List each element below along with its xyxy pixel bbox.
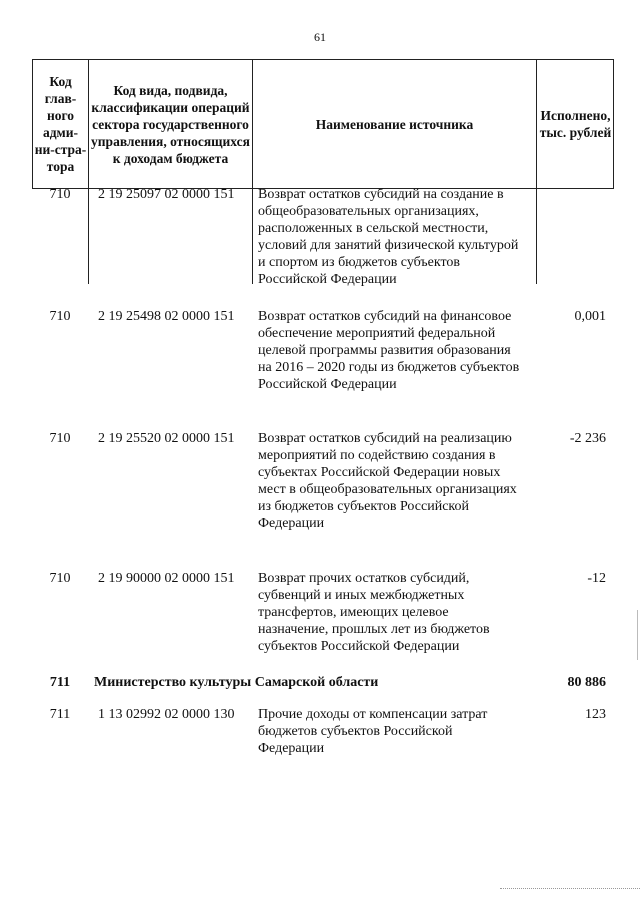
source-name: Возврат остатков субсидий на реализацию мероприятий по содействию создания в субъектах Российской Федерации новых мест в общеобразовательных организациях из бюджетов субъектов Российской Федерации <box>258 431 517 531</box>
classification-code: 2 19 90000 02 0000 151 <box>98 571 235 586</box>
table-header <box>32 59 614 189</box>
scan-edge-mark <box>637 610 638 660</box>
executed-amount: 80 886 <box>567 675 606 690</box>
scan-edge-mark <box>500 888 640 889</box>
admin-code: 710 <box>49 309 71 324</box>
source-name: Возврат остатков субсидий на финансовое обеспечение мероприятий федеральной целевой программы развития образования на 2016 – 2020 годы из бюджетов субъектов Российской Федерации <box>258 309 520 392</box>
source-name: Возврат прочих остатков субсидий, субвенций и иных межбюджетных трансфертов, имеющих целевое назначение, прошлых лет из бюджетов субъектов Российской Федерации <box>258 571 490 654</box>
header-admin-code: Код глав-ного адми-ни-стра-тора <box>33 60 89 188</box>
column-divider <box>252 189 253 284</box>
classification-code: 2 19 25097 02 0000 151 <box>98 187 235 202</box>
executed-amount: -12 <box>587 571 606 586</box>
classification-code: 2 19 25520 02 0000 151 <box>98 431 235 446</box>
classification-code: 1 13 02992 02 0000 130 <box>98 707 235 722</box>
executed-amount: 0,001 <box>574 309 606 324</box>
admin-code: 711 <box>49 707 71 722</box>
source-name: Возврат остатков субсидий на создание в общеобразовательных организациях, расположенных в сельской местности, условий для занятий физической культурой и спортом из бюджетов субъектов Российской Федерации <box>258 187 519 287</box>
header-classification-code: Код вида, подвида, классификации операций сектора государственного управления, относящихся к доходам бюджета <box>89 60 253 188</box>
source-name: Прочие доходы от компенсации затрат бюджетов субъектов Российской Федерации <box>258 707 488 756</box>
header-executed-amount: Исполнено, тыс. рублей <box>539 108 612 140</box>
admin-code: 710 <box>49 187 71 202</box>
admin-code: 711 <box>49 675 71 690</box>
page-number: 61 <box>314 30 326 44</box>
administrator-name: Министерство культуры Самарской области <box>94 675 379 690</box>
column-divider <box>88 189 89 284</box>
admin-code: 710 <box>49 571 71 586</box>
classification-code: 2 19 25498 02 0000 151 <box>98 309 235 324</box>
executed-amount: 123 <box>585 707 606 722</box>
executed-amount: -2 236 <box>569 431 606 446</box>
column-divider <box>536 189 537 284</box>
admin-code: 710 <box>49 431 71 446</box>
header-source-name: Наименование источника <box>253 60 537 188</box>
